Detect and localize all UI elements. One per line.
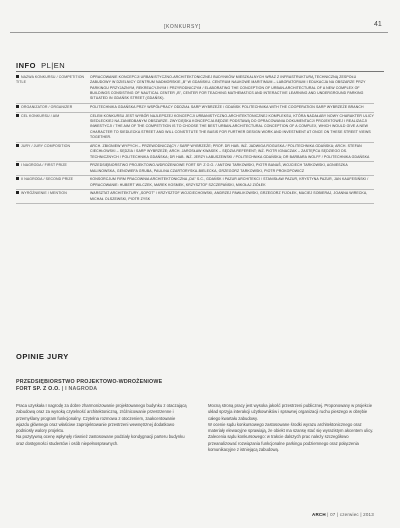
info-row-text: OPRACOWANIE KONCEPCJI URBANISTYCZNO-ARCHITEKTONICZNEJ BUDYNKÓW MIESZKALNYCH WRAZ Z INFRASTRUKTURĄ TECHNICZNĄ ZESPOŁU ZABUDOWY W DZIELNICY CENTRUM NADMORSKIE „B” W GDAŃSKU. CENTRUM NAUKOWE MARITIMUM – LABORATORIUM I EDUKACJA NA OBSZARZE PRZY PARKINGU PRZYJAZNYM, REKREACYJNYM I PRZYRODNICZYM / ELABORATING THE CONCEPTION OF URBAN-ARCHITECTURAL OF A NEW COMPLEX OF BUILDINGS CONSISTING OF NAUTICAL CENTER „B”, CENTER FOR TEACHING MATHEMATICS AND INTERACTIVE LEARNING AND UNDERGROUND PARKING SITUATED IN GDAŃSK STREET (GDAŃSK). (90, 74, 374, 104)
info-row-label: I NAGRODA / FIRST PRIZE (16, 162, 90, 176)
opinion-paragraph: W ocenie sądu konkursowego zastosowane środki wyrazu architektonicznego oraz materiały elewacyjne sprawiają, że obiekt ma szansę stać się wyrazistym akcentem ulicy. (208, 421, 374, 434)
info-row-label: NAZWA KONKURSU / COMPETITION TITLE (16, 74, 90, 104)
info-row-text: PRZEDSIĘBIORSTWO PROJEKTOWO-WDROŻENIOWE FORT SP. Z O.O. / ANTONI TARKOWSKI, PIOTR BANAŚ, WOJCIECH TARKOWSKI, AGNIESZKA MALINOWSKA, GENOWEFA GRUBA, PAULINA CZARTORYSKA-BIELECKA, GRZEGORZ TARKOWSKI, PIOTR PROKOPOWICZ (90, 162, 374, 176)
opinion-paragraph: Na pozytywną ocenę wpłynęły również zastosowane podziały kondygnacji parteru budynku oraz dostępności studentów i osób niepełnosprawnych. (16, 434, 185, 446)
opinie-heading: OPINIE JURY (16, 352, 69, 361)
info-row (16, 104, 374, 113)
square-bullet-icon (16, 114, 19, 117)
square-bullet-icon (16, 177, 19, 180)
info-row-label: ORGANIZATOR / ORGANIZER (16, 104, 90, 113)
info-row-text: POLITECHNIKA GDAŃSKA PRZY WSPÓŁPRACY ODDZIAŁ SARP WYBRZEŻE / GDAŃSK POLITECHNIKA WITH THE COOPERATION SARP WYBRZEŻE BRANCH (90, 104, 374, 113)
square-bullet-icon (16, 191, 19, 194)
info-row-label: II NAGRODA / SECOND PRIZE (16, 176, 90, 190)
footer-brand: ARCH (312, 512, 326, 517)
footer-issue: | 07 | czerwiec | 2013 (327, 512, 374, 517)
top-rule (10, 32, 388, 33)
info-row-label: CEL KONKURSU / AIM (16, 112, 90, 142)
info-row (16, 190, 374, 204)
info-rule (16, 71, 384, 72)
info-row (16, 143, 374, 162)
info-row (16, 112, 374, 142)
info-row (16, 162, 374, 176)
section-label: [KONKURSY] (164, 24, 201, 30)
info-row-label: WYRÓŻNIENIE / MENTION (16, 190, 90, 204)
info-row-text: ARCH. ZBIGNIEW WYPYCH – PRZEWODNICZĄCY / SARP WYBRZEŻE; PROF. DR HAB. INŻ. JADWIGA ROGUSKA / POLITECHNIKA GDAŃSKA; ARCH. STEFAN CIECHŁOWSKI – SĘDZIA / SARP WYBRZEŻE; ARCH. JAROSŁAW KWASEK – SĘDZIA REFERENT; INŻ. PIOTR IGNACZAK – ZASTĘPCA SĘDZIEGO DS. TECHNICZNYCH / POLITECHNIKA GDAŃSKA; DR HAB. INŻ. JERZY ŁABUSZEWSKI / POLITECHNIKA GDAŃSKA; DR BARBARA WOLFF / POLITECHNIKA GDAŃSKA (90, 143, 374, 162)
opinion-paragraph: Mocną stroną pracy jest wysoka jakość przestrzeni publicznej. Proponowany w projekcie układ sprzyja interakcji użytkowników i sprawnej organizacji ruchu pieszego w obrębie całego kwartału zabudowy. (208, 403, 373, 421)
info-row (16, 176, 374, 190)
firm-legal-form: FORT SP. Z O.O. (16, 386, 61, 392)
info-row-text: WARSZTAT ARCHITEKTURY „SOPOT” / KRZYSZTOF WOJCIECHOWSKI, ANDRZEJ PAWLIKOWSKI, GRZEGORZ FIJOŁEK, MACIEJ SOBIERAJ, JOANNA WIRECKA, MICHAŁ OLSZEWSKI, PIOTR ZYSK (90, 190, 374, 204)
info-heading (16, 61, 65, 70)
firm-name: PRZEDSIĘBIORSTWO PROJEKTOWO-WDROŻENIOWE (16, 379, 163, 385)
page-footer (312, 512, 374, 517)
square-bullet-icon (16, 163, 19, 166)
opinion-left-column (16, 403, 188, 447)
square-bullet-icon (16, 75, 19, 78)
square-bullet-icon (16, 144, 19, 147)
info-title: INFO (16, 61, 36, 70)
opinion-paragraph: Praca uzyskała I nagrodę za dobre zharmonizowanie projektowanego budynku z otaczającą zabudową oraz za wysoką czytelność architektoniczną, zróżnicowanie przestrzenne i przemyślany program funkcjonalny. Czytelna rozmowa z otoczeniem, zaakcentowanie wjazdu głównego oraz właściwe zaprojektowanie przestrzeni wewnętrznej dodatkowo podniosły walory projektu. (16, 403, 187, 434)
firm-subtitle (16, 386, 97, 392)
info-row-label: JURY / JURY COMPOSITION (16, 143, 90, 162)
page-number: 41 (374, 21, 382, 28)
opinion-paragraph: Zalecenia sądu konkursowego: w trakcie dalszych prac należy szczegółowo przeanalizować rozwiązania funkcjonalne parkingu podziemnego oraz połączenia komunikacyjne z istniejącą zabudową. (208, 434, 359, 453)
opinion-right-column (208, 403, 378, 453)
info-row-text: KONSORCJUM FIRM PRACOWNIA ARCHITEKTONICZNA „DA” S.C., GDAŃSK I PAZUR ARCHITEKCI / STANISŁAW PAZUR, KRYSTYNA PAZUR, JAN KAUFESIŃSKI / OPRACOWANIE: HUBERT WILCZEK, MAREK KOSMEK, KRZYSZTOF SZCZEPAŃSKI, MIKOŁAJ ZIÓŁEK (90, 176, 374, 190)
info-table (16, 74, 374, 204)
square-bullet-icon (16, 105, 19, 108)
prize-label: | I NAGRODA (61, 386, 98, 392)
info-row (16, 74, 374, 104)
language-switch: PL|EN (41, 61, 66, 70)
info-row-text: CELEM KONKURSU JEST WYBÓR NAJLEPSZEJ KONCEPCJI URBANISTYCZNO-ARCHITEKTONICZNEJ KOMPLEKSU, KTÓRA NADAŁABY NOWY CHARAKTER ULICY SIEDLECKIEJ NA ZANIEDBANYM OBSZARZE. ZWYCIĘSKA KONCEPCJA BĘDZIE PODSTAWĄ DO OPRACOWANIA DOKUMENTACJI PROJEKTOWEJ I REALIZACJI INWESTYCJI / THE AIM OF THE COMPETITION IS TO CHOOSE THE BEST URBAN-ARCHITECTURAL CONCEPTION OF A COMPLEX, WHICH WOULD GIVE A NEW CHARACTER TO SIEDLECKA STREET AND WILL CONSTITUTE THE BASIS FOR FURTHER DESIGN WORK AND INVESTMENT AT ONCE ON THESE STREET VIEWS TOGETHER. (90, 112, 374, 142)
